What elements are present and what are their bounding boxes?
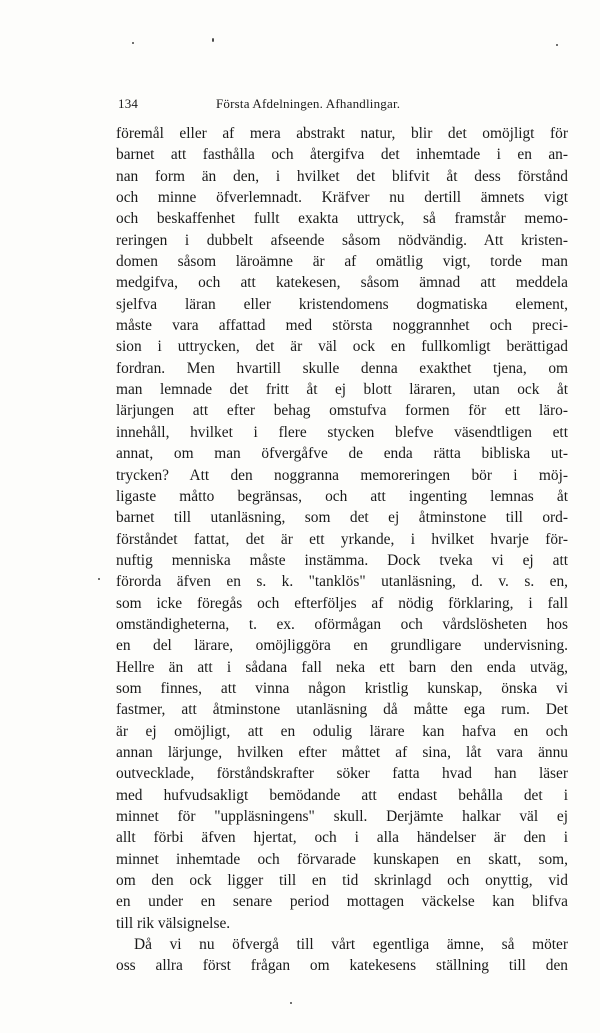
text-line: en under en senare period mottagen väckelse kan blifva	[116, 893, 568, 911]
text-line: domen såsom läroämne är af omätlig vigt, torde man	[116, 253, 568, 271]
text-line: allt förbi äfven hjertat, och i alla händelser är den i	[116, 829, 568, 847]
text-line: som finnes, att vinna någon kristlig kunskap, önska vi	[116, 679, 568, 697]
text-line: barnet att fasthålla och återgifva det inhemtade i en an-	[116, 146, 568, 164]
page-number: 134	[118, 96, 139, 111]
section-title: Första Afdelningen. Afhandlingar.	[216, 96, 401, 111]
text-line: lärjungen att efter behag omstufva formen för ett läro-	[116, 402, 568, 420]
text-line: annan lärjunge, hvilken efter måttet af sina, låt vara ännu	[116, 743, 568, 761]
text-line: sion i uttrycken, det är väl ock en fullkomligt berättigad	[116, 338, 568, 356]
text-line: fordran. Men hvartill skulle denna exakthet tjena, om	[116, 359, 568, 377]
text-line: till rik välsignelse.	[116, 914, 231, 932]
text-line: nan form än den, i hvilket det blifvit åt dess förstånd	[116, 167, 568, 185]
running-head	[118, 96, 558, 116]
text-line: en del lärare, omöjliggöra en grundligare undervisning.	[116, 637, 568, 655]
text-line: minnet inhemtade och förvarade kunskapen en skatt, som,	[116, 850, 568, 868]
text-line: förorda äfven en s. k. "tanklös" utanläsning, d. v. s. en,	[116, 573, 568, 591]
text-line: föremål eller af mera abstrakt natur, blir det omöjligt för	[116, 125, 568, 142]
text-line: reringen i dubbelt afseende såsom nödvändig. Att kristen-	[116, 231, 568, 249]
text-line: annat, om man öfvergåfve de enda rätta bibliska ut-	[116, 445, 568, 463]
body-text	[116, 123, 568, 977]
text-line: ligaste måtto begränsas, och att ingenting lemnas åt	[116, 487, 568, 505]
text-line: Då vi nu öfvergå till vårt egentliga ämne, så möter	[134, 936, 568, 954]
text-line: och beskaffenhet fullt exakta uttryck, så framstår memo-	[116, 210, 568, 228]
text-line: med hufvudsakligt bemödande att endast behålla det i	[116, 786, 568, 804]
text-line: outvecklade, förståndskrafter söker fatta hvad han läser	[116, 765, 568, 783]
text-line: medgifva, och att katekesen, såsom ämnad att meddela	[116, 274, 568, 292]
ink-speck	[212, 38, 214, 42]
text-line: minnet för "uppläsningens" skull. Derjämte halkar väl ej	[116, 808, 568, 825]
text-line: omständigheterna, t. ex. oförmågan och vårdslösheten hos	[116, 615, 568, 633]
text-line: barnet till utanläsning, som det ej åtminstone till ord-	[116, 509, 568, 527]
text-line: man lemnade det fritt åt ej blott läraren, utan ock åt	[116, 381, 568, 399]
text-line: trycken? Att den noggranna memoreringen bör i möj-	[116, 466, 568, 484]
text-line: om den ock ligger till en tid skrinlagd och onyttig, vid	[116, 872, 568, 890]
text-line: måste vara affattad med största noggrannhet och preci-	[116, 317, 568, 335]
text-line: Hellre än att i sådana fall neka ett barn den enda utväg,	[116, 658, 568, 676]
text-line: nuftig menniska måste instämma. Dock tveka vi ej att	[116, 551, 568, 569]
text-line: oss allra först frågan om katekesens ställning till den	[116, 957, 568, 975]
text-line: innehåll, hvilket i flere stycken blefve väsendtligen ett	[116, 423, 568, 441]
text-line: fastmer, att åtminstone utanläsning då måtte ega rum. Det	[116, 701, 568, 719]
text-line: förståndet fattat, det är ett yrkande, i hvilket hvarje för-	[116, 530, 568, 548]
text-line: är ej omöjligt, att en odulig lärare kan hafva en och	[116, 722, 568, 740]
ink-speck	[556, 44, 558, 46]
ink-speck	[98, 578, 100, 580]
ink-speck	[290, 1002, 292, 1004]
ink-speck	[132, 42, 134, 44]
text-line: som icke föregås och efterföljes af nödig förklaring, i fall	[116, 594, 568, 612]
text-line: och minne öfverlemnadt. Kräfver nu dertill ämnets vigt	[116, 189, 568, 207]
text-line: sjelfva läran eller kristendomens dogmatiska element,	[116, 295, 568, 313]
